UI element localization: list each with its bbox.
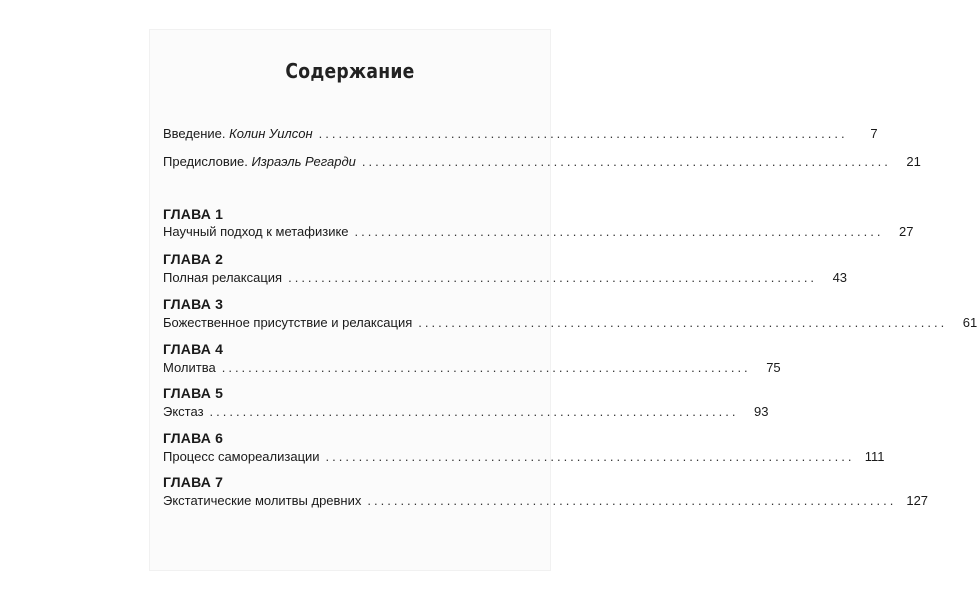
dot-leader: ................................................................................ xyxy=(325,449,855,464)
toc-entry-chapter-7[interactable] xyxy=(163,491,929,511)
entry-page-number: 21 xyxy=(906,154,921,169)
toc-entry-chapter-5[interactable] xyxy=(163,402,769,422)
entry-page-number: 93 xyxy=(754,404,769,419)
entry-title: Молитва xyxy=(163,360,216,375)
entry-label: Введение. xyxy=(163,126,226,141)
toc-entry-chapter-6[interactable] xyxy=(163,447,885,467)
toc-entry-introduction[interactable] xyxy=(163,124,878,144)
chapter-heading-6: ГЛАВА 6 xyxy=(163,430,224,446)
toc-entry-foreword[interactable] xyxy=(163,152,921,172)
entry-title: Полная релаксация xyxy=(163,270,283,285)
dot-leader: ................................................................................ xyxy=(318,126,848,141)
dot-leader: ................................................................................ xyxy=(367,493,897,508)
dot-leader: ................................................................................ xyxy=(361,154,891,169)
toc-entry-chapter-2[interactable] xyxy=(163,268,848,288)
entry-page-number: 111 xyxy=(864,449,885,464)
entry-title: Научный подход к метафизике xyxy=(163,224,349,239)
chapter-heading-7: ГЛАВА 7 xyxy=(163,474,224,490)
dot-leader: ................................................................................ xyxy=(288,270,818,285)
chapter-heading-3: ГЛАВА 3 xyxy=(163,296,224,312)
entry-page-number: 61 xyxy=(962,315,977,330)
entry-title: Экстаз xyxy=(163,404,204,419)
chapter-heading-4: ГЛАВА 4 xyxy=(163,341,224,357)
chapter-heading-2: ГЛАВА 2 xyxy=(163,251,224,267)
toc-entry-chapter-4[interactable] xyxy=(163,358,781,378)
chapter-heading-1: ГЛАВА 1 xyxy=(163,206,224,222)
chapter-heading-5: ГЛАВА 5 xyxy=(163,385,224,401)
dot-leader: ................................................................................ xyxy=(209,404,739,419)
dot-leader: ................................................................................ xyxy=(418,315,948,330)
entry-title: Процесс самореализации xyxy=(163,449,320,464)
entry-label: Предисловие. xyxy=(163,154,248,169)
entry-page-number: 7 xyxy=(870,126,878,141)
entry-title: Экстатические молитвы древних xyxy=(163,493,362,508)
entry-page-number: 43 xyxy=(832,270,848,285)
toc-title: Содержание xyxy=(285,59,415,83)
toc-entry-chapter-1[interactable] xyxy=(163,222,914,242)
dot-leader: ................................................................................ xyxy=(354,224,884,239)
toc-entry-chapter-3[interactable] xyxy=(163,313,977,333)
dot-leader: ................................................................................ xyxy=(221,360,751,375)
entry-page-number: 127 xyxy=(906,493,929,508)
entry-page-number: 75 xyxy=(766,360,781,375)
entry-author: Израэль Регарди xyxy=(251,154,356,169)
entry-page-number: 27 xyxy=(899,224,914,239)
entry-author: Колин Уилсон xyxy=(229,126,313,141)
entry-title: Божественное присутствие и релаксация xyxy=(163,315,413,330)
